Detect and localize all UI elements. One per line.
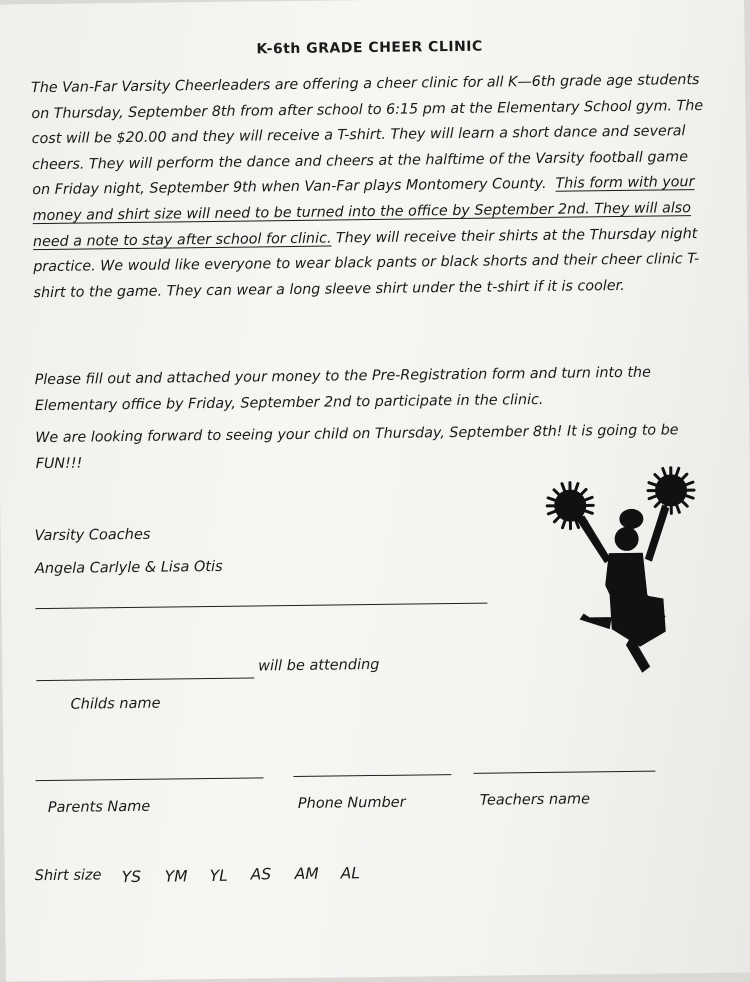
intro-text-continued: They will receive their shirts at the Thursday night practice. We would like everyone to wear black pants or black shorts and their cheer clinic T-shirt to the game. They can wear a long sleeve shirt under the t-shirt if it is cooler. (33, 225, 700, 301)
phone-number-label: Phone Number (297, 794, 406, 812)
child-name-field[interactable] (36, 677, 254, 681)
closing-note: We are looking forward to seeing your child on Thursday, September 8th! It is going to be FUN!!! (35, 422, 679, 472)
registration-note: Please fill out and attached your money to the Pre-Registration form and turn into the Elementary office by Friday, September 2nd to participate in the clinic. (34, 364, 651, 414)
intro-paragraph (31, 68, 712, 307)
cheerleader-icon (538, 466, 711, 683)
intro-text: The Van-Far Varsity Cheerleaders are offering a cheer clinic for all K—6th grade age students on Thursday, September 8th from after school to 6:15 pm at the Elementary School gym. The cost will be $20.00 and they will receive a T-shirt. They will learn a short dance and several cheers. They will perform the dance and cheers at the halftime of the Varsity football game on Friday night, September 9th when Van-Far plays Montomery County. (30, 72, 704, 199)
shirt-size-option[interactable]: YM (164, 867, 188, 886)
teacher-name-field[interactable] (473, 771, 655, 774)
signature-line[interactable] (35, 603, 487, 610)
child-name-label: Childs name (70, 695, 161, 713)
page-title: K-6th GRADE CHEER CLINIC (256, 38, 483, 58)
shirt-size-option[interactable]: AL (340, 864, 361, 883)
signature-role: Varsity Coaches (34, 526, 151, 545)
parent-name-label: Parents Name (47, 798, 151, 817)
phone-number-field[interactable] (294, 774, 452, 777)
shirt-size-option[interactable]: YS (121, 867, 142, 887)
shirt-size-option[interactable]: AS (250, 865, 272, 884)
teacher-name-label: Teachers name (479, 791, 591, 809)
attending-text: will be attending (258, 656, 380, 675)
shirt-size-option[interactable]: YL (209, 866, 228, 886)
deadline-note: This form with your money and shirt size will need to be turned into the office by September 2nd. They will also need a note to stay after school for clinic. (32, 174, 695, 250)
shirt-size-label: Shirt size (34, 867, 102, 885)
coach-names: Angela Carlyle & Lisa Otis (34, 558, 223, 578)
parent-name-field[interactable] (36, 777, 264, 781)
shirt-size-option[interactable]: AM (294, 864, 319, 884)
